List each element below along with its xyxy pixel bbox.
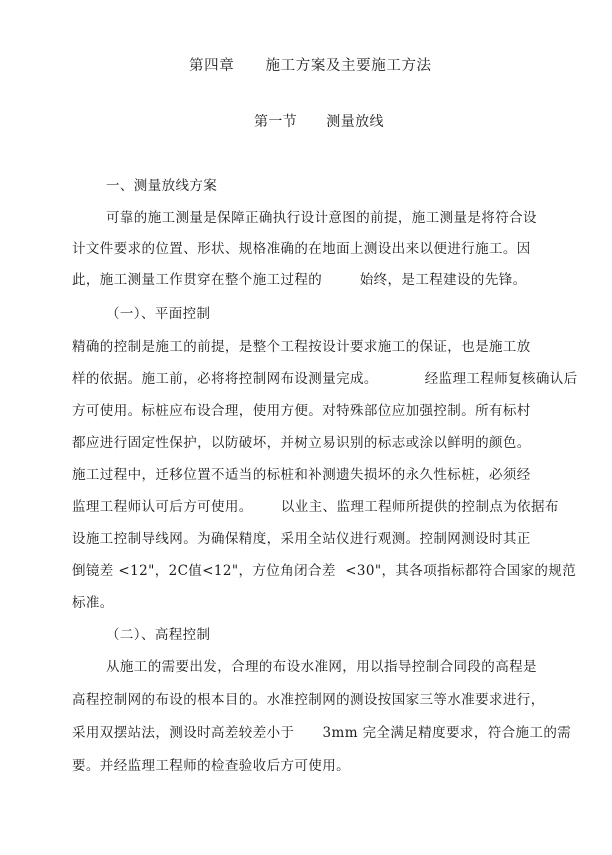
- paragraph-line: 精确的控制是施工的前提，是整个工程按设计要求施工的保证，也是施工放: [72, 339, 531, 355]
- paragraph-line: 从施工的需要出发，合理的布设水准网，用以指导控制合同段的高程是: [106, 659, 537, 675]
- subheading-elevation-control: （二）、高程控制: [106, 627, 211, 643]
- paragraph-line: 样的依据。施工前，必将将控制网布设测量完成。 经监理工程师复核确认后: [72, 371, 578, 387]
- paragraph-line: 施工过程中，迁移位置不适当的标桩和补测遗失损坏的永久性标桩，必须经: [72, 467, 531, 483]
- subheading-plane-control: （一）、平面控制: [106, 306, 211, 322]
- paragraph-line: 监理工程师认可后方可使用。 以业主、监理工程师所提供的控制点为依据布: [72, 499, 559, 515]
- paragraph-line: 要。并经监理工程师的检查验收后方可使用。: [72, 758, 350, 774]
- heading-measurement-plan: 一、测量放线方案: [106, 178, 218, 194]
- paragraph-line: 设施工控制导线网。为确保精度，采用全站仪进行观测。控制网测设时其正: [72, 531, 531, 547]
- paragraph-line: 采用双摆站法，测设时高差较差小于 3mm 完全满足精度要求，符合施工的需: [72, 725, 572, 741]
- paragraph-line: 高程控制网的布设的根本目的。水准控制网的测设按国家三等水准要求进行，: [72, 692, 545, 708]
- section-title: 第一节 测量放线: [254, 114, 384, 130]
- paragraph-line: 标准。: [72, 595, 114, 611]
- paragraph-line: 可靠的施工测量是保障正确执行设计意图的前提，施工测量是将符合设: [106, 210, 537, 226]
- paragraph-line: 此，施工测量工作贯穿在整个施工过程的 始终，是工程建设的先锋。: [72, 272, 527, 288]
- chapter-title: 第四章 施工方案及主要施工方法: [189, 58, 432, 74]
- paragraph-line: 计文件要求的位置、形状、规格准确的在地面上测设出来以便进行施工。因: [72, 241, 531, 257]
- paragraph-line: 方可使用。标桩应布设合理，使用方便。对特殊部位应加强控制。所有标村: [72, 403, 531, 419]
- paragraph-line: 都应进行固定性保护，以防破坏，并树立易识别的标志或涂以鲜明的颜色。: [72, 435, 531, 451]
- paragraph-line: 倒镜差 <12"，2C值<12"，方位角闭合差 <30"，其各项指标都符合国家的规范: [72, 563, 577, 579]
